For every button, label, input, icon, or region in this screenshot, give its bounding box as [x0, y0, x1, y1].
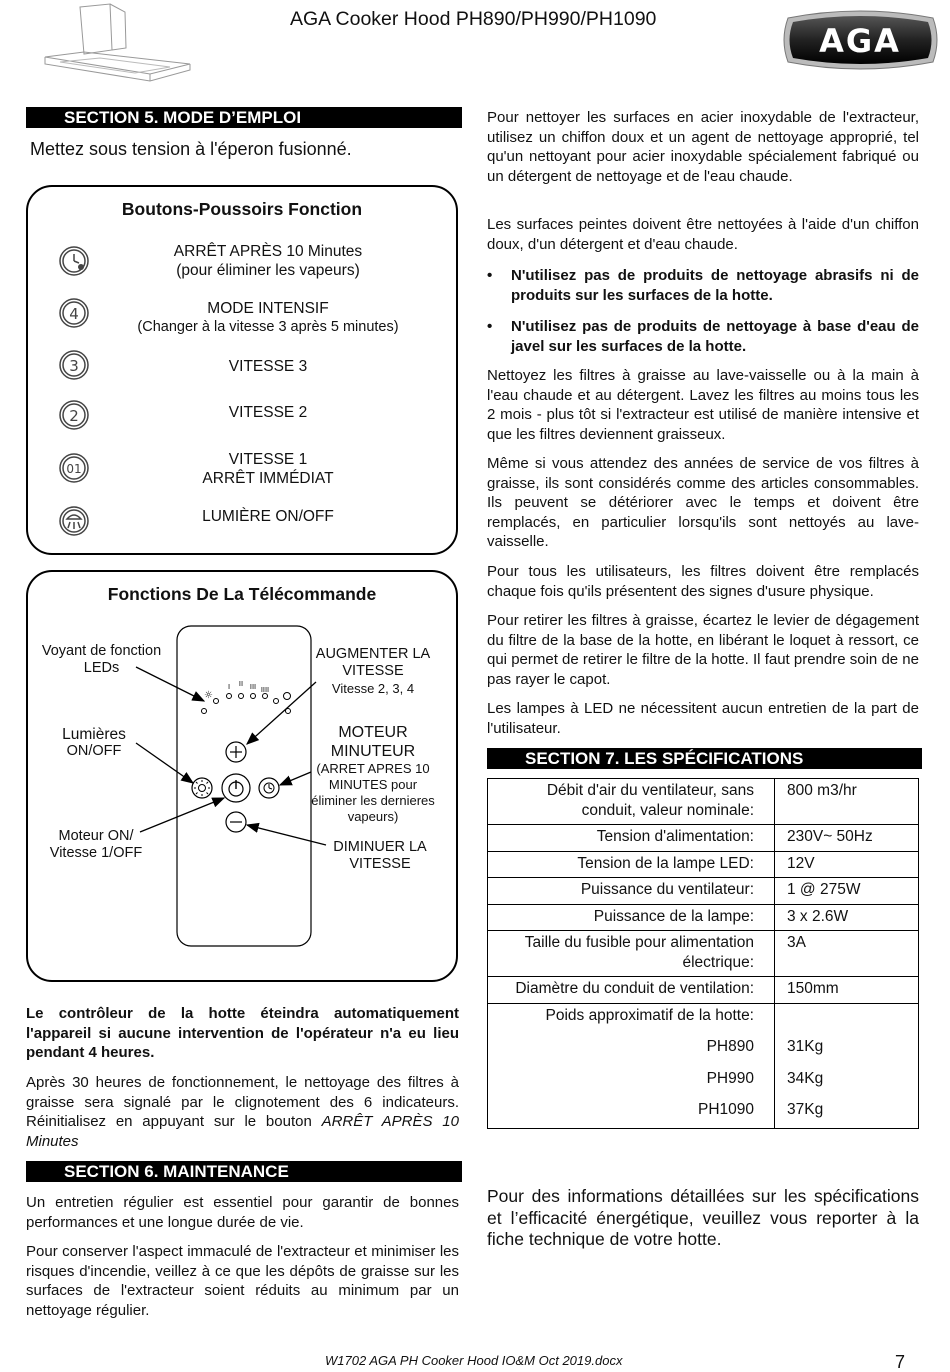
spec-row-led-voltage: Tension de la lampe LED: 12V — [488, 851, 919, 878]
led-mark-4: IIII — [260, 686, 270, 694]
speed-3-icon — [58, 349, 90, 381]
cooker-hood-illustration — [40, 2, 200, 82]
light-label: LUMIÈRE ON/OFF — [202, 508, 334, 525]
decrease-label: DIMINUER LA VITESSE — [333, 839, 427, 872]
speed-2-label: VITESSE 2 — [228, 404, 308, 421]
filter-reset-note: Après 30 heures de fonctionnement, le nettoyage des filtres à graisse sera signalé par le clignotement des 6 indicateurs. Réinitialisez en appuyant sur le bouton ARRÊT APRÈS 10 Minutes — [26, 1074, 459, 1150]
filter-replace-para: Pour tous les utilisateurs, les filtres doivent être remplacés chaque fois qu'ils présentent des signes d'usure physique. — [487, 563, 919, 600]
stainless-cleaning-para: Pour nettoyer les surfaces en acier inoxydable de l'extracteur, utilisez un chiffon doux et un agent de nettoyage approprié, tel qu'un nettoyant pour acier inoxydable spécialement fabriqué ou un détergent de nettoyage et de l'eau chaude. — [487, 109, 919, 185]
svg-text:☼: ☼ — [204, 690, 213, 701]
spec-row-weight-ph890: PH890 31Kg — [488, 1029, 919, 1061]
timer-button — [259, 778, 279, 798]
spec-row-airflow: Débit d'air du ventilateur, sans conduit, valeur nominale: 800 m3/hr — [488, 779, 919, 825]
specifications-table — [487, 778, 919, 1129]
spec-row-fuse: Taille du fusible pour alimentation électrique: 3A — [488, 931, 919, 977]
light-button — [192, 778, 212, 798]
footer-document-reference: W1702 AGA PH Cooker Hood IO&M Oct 2019.docx — [325, 1353, 623, 1368]
increase-speed-button — [226, 742, 246, 762]
intensive-mode-label: MODE INTENSIF (Changer à la vitesse 3 après 5 minutes) — [137, 300, 399, 335]
led-mark-2: II — [238, 680, 244, 688]
spec-row-lamp-power: Puissance de la lampe: 3 x 2.6W — [488, 904, 919, 931]
document-title: AGA Cooker Hood PH890/PH990/PH1090 — [290, 8, 657, 30]
maintenance-para-2: Pour conserver l'aspect immaculé de l'extracteur et minimiser les risques d'incendie, veillez à ce que les dépôts de graisse sur les surfaces de l'extracteur soient réduits au minimum par un nettoyage régulier. — [26, 1243, 459, 1319]
filter-washing-para: Nettoyez les filtres à graisse au lave-vaisselle ou à la main à l'eau chaude et au détergent. Lavez les filtres au moins tous les 2 mois - plus tôt si l'extracteur est utilisé de manière intensive et que les filtres deviennent graisseux. — [487, 367, 919, 443]
spec-row-fan-power: Puissance du ventilateur: 1 @ 275W — [488, 878, 919, 905]
svg-text:3: 3 — [69, 357, 79, 375]
spec-row-weight-ph990: PH990 34Kg — [488, 1061, 919, 1093]
datasheet-note: Pour des informations détaillées sur les spécifications et l’efficacité énergétique, veuillez vous reporter à la fiche technique de votre hotte. — [487, 1186, 919, 1249]
warning-abrasive: • N'utilisez pas de produits de nettoyage abrasifs ni de produits sur les surfaces de la hotte. — [511, 266, 919, 305]
decrease-speed-button — [226, 812, 246, 832]
section-6-heading: SECTION 6. MAINTENANCE — [26, 1161, 462, 1182]
timer-off-label: ARRÊT APRÈS 10 Minutes (pour éliminer les vapeurs) — [173, 243, 363, 279]
aga-logo — [778, 10, 943, 70]
speed-2-icon — [58, 399, 90, 431]
page-number: 7 — [895, 1352, 906, 1372]
power-on-instruction: Mettez sous tension à l'éperon fusionné. — [30, 139, 352, 159]
section-7-heading: SECTION 7. LES SPÉCIFICATIONS — [487, 748, 922, 769]
led-mark-3: III — [249, 683, 257, 691]
aga-logo-text: AGA — [819, 22, 901, 60]
filter-consumable-para: Même si vous attendez des années de service de vos filtres à graisse, ils sont considérés comme des articles consommables. Ils peuvent se détériorer avec le temps et doivent être remplacés, en particulier lorsqu'ils sont nettoyés au lave-vaisselle. — [487, 455, 919, 551]
speed-1-off-icon — [58, 452, 90, 484]
remote-functions-title: Fonctions De La Télécommande — [107, 584, 377, 604]
spec-row-weight-ph1090: PH1090 37Kg — [488, 1092, 919, 1128]
painted-surfaces-para: Les surfaces peintes doivent être nettoyées à l'aide d'un chiffon doux, d'un détergent et d'eau chaude. — [487, 216, 919, 253]
speed-4-icon — [58, 297, 90, 329]
led-mark-1: I — [227, 683, 231, 691]
filter-removal-para: Pour retirer les filtres à graisse, écartez le levier de dégagement du filtre de la base de la hotte, en libérant le loquet à ressort, ce qui permet de retirer le filtre de la hotte. Il faut prendre soin de ne pas rayer le capot. — [487, 612, 919, 688]
spec-row-weight-label: Poids approximatif de la hotte: — [488, 1003, 919, 1029]
timer-off-icon — [58, 245, 90, 277]
light-icon — [58, 505, 90, 537]
led-maintenance-para: Les lampes à LED ne nécessitent aucun entretien de la part de l'utilisateur. — [487, 700, 919, 737]
spec-row-voltage: Tension d'alimentation: 230V~ 50Hz — [488, 825, 919, 852]
warning-bleach: • N'utilisez pas de produits de nettoyage à base d'eau de javel sur les surfaces de la hotte. — [511, 317, 919, 356]
svg-text:01: 01 — [66, 462, 82, 476]
auto-off-note: Le contrôleur de la hotte éteindra automatiquement l'appareil si aucune intervention de l'opérateur n'a eu lieu pendant 4 heures. — [26, 1005, 459, 1062]
function-buttons-title: Boutons-Poussoirs Fonction — [121, 199, 363, 219]
function-buttons-panel — [26, 185, 458, 555]
svg-text:2: 2 — [69, 407, 79, 425]
speed-3-label: VITESSE 3 — [228, 358, 308, 375]
section-5-heading: SECTION 5. MODE D’EMPLOI — [26, 107, 462, 128]
lights-label: Lumières ON/OFF — [62, 726, 126, 759]
motor-label: Moteur ON/ Vitesse 1/OFF — [49, 828, 143, 861]
increase-label: AUGMENTER LA VITESSE Vitesse 2, 3, 4 — [315, 646, 431, 696]
timer-label: MOTEUR MINUTEUR (ARRET APRES 10 MINUTES pour éliminer les dernieres vapeurs) — [311, 724, 435, 824]
maintenance-para-1: Un entretien régulier est essentiel pour garantir de bonnes performances et une longue durée de vie. — [26, 1194, 459, 1231]
power-button — [222, 774, 250, 802]
led-label: Voyant de fonction LEDs — [41, 643, 162, 676]
speed-1-off-label: VITESSE 1 ARRÊT IMMÉDIAT — [202, 451, 334, 487]
spec-row-duct: Diamètre du conduit de ventilation: 150mm — [488, 977, 919, 1004]
svg-text:4: 4 — [69, 305, 79, 323]
